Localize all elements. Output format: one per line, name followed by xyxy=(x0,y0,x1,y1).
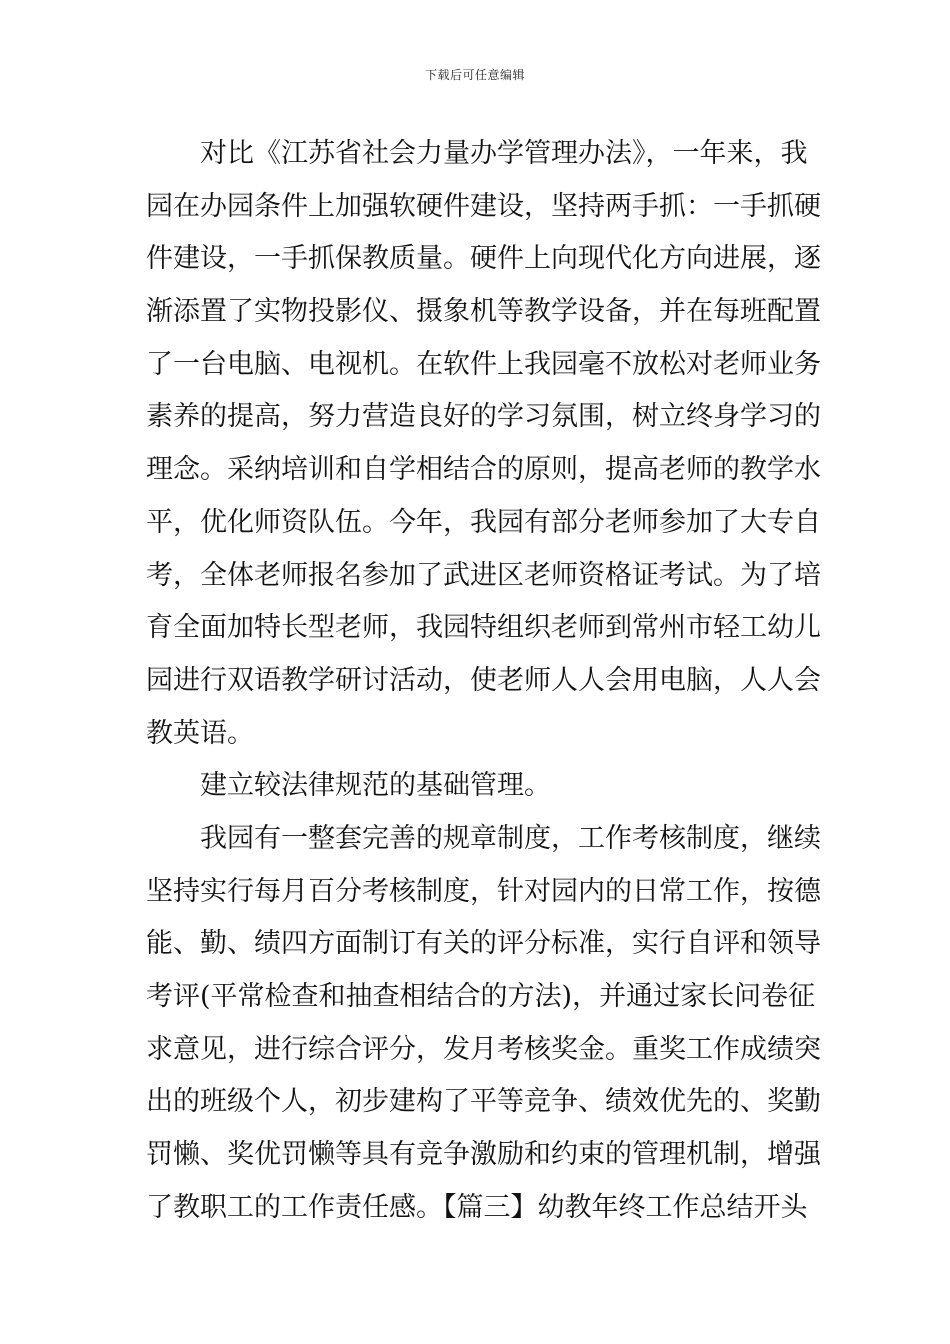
text-line: 我园有一整套完善的规章制度，工作考核制度，继续 xyxy=(200,822,821,854)
document-body xyxy=(146,128,821,1234)
text-line: 园在办园条件上加强软硬件建设，坚持两手抓：一手抓硬 xyxy=(146,190,821,222)
text-line: 了一台电脑、电视机。在软件上我园毫不放松对老师业务 xyxy=(146,348,821,380)
section-heading-line: 建立较法律规范的基础管理。 xyxy=(200,770,551,802)
text-line: 素养的提高，努力营造良好的学习氛围，树立终身学习的 xyxy=(146,401,821,433)
text-line: 件建设，一手抓保教质量。硬件上向现代化方向进展，逐 xyxy=(146,243,821,275)
text-line: 渐添置了实物投影仪、摄象机等教学设备，并在每班配置 xyxy=(146,296,821,328)
text-line: 园进行双语教学研讨活动，使老师人人会用电脑，人人会 xyxy=(146,664,821,696)
text-line: 了教职工的工作责任感。【篇三】幼教年终工作总结开头 xyxy=(146,1191,808,1223)
text-line: 求意见，进行综合评分，发月考核奖金。重奖工作成绩突 xyxy=(146,1033,821,1065)
text-line: 育全面加特长型老师，我园特组织老师到常州市轻工幼儿 xyxy=(146,612,821,644)
page-header: 下载后可任意编辑 xyxy=(424,68,525,82)
text-line: 出的班级个人，初步建构了平等竞争、绩效优先的、奖勤 xyxy=(146,1086,821,1118)
text-line: 平，优化师资队伍。今年，我园有部分老师参加了大专自 xyxy=(146,506,821,538)
text-line: 对比《江苏省社会力量办学管理办法》，一年来，我 xyxy=(200,138,808,169)
text-line: 考评(平常检查和抽查相结合的方法)，并通过家长问卷征 xyxy=(146,981,816,1012)
text-line: 理念。采纳培训和自学相结合的原则，提高老师的教学水 xyxy=(146,454,821,486)
text-line: 能、勤、绩四方面制订有关的评分标准，实行自评和领导 xyxy=(146,928,821,960)
text-line: 教英语。 xyxy=(146,717,254,749)
text-line: 罚懒、奖优罚懒等具有竞争激励和约束的管理机制，增强 xyxy=(146,1139,821,1171)
text-line: 考，全体老师报名参加了武进区老师资格证考试。为了培 xyxy=(146,559,821,591)
text-line: 坚持实行每月百分考核制度，针对园内的日常工作，按德 xyxy=(146,875,821,907)
